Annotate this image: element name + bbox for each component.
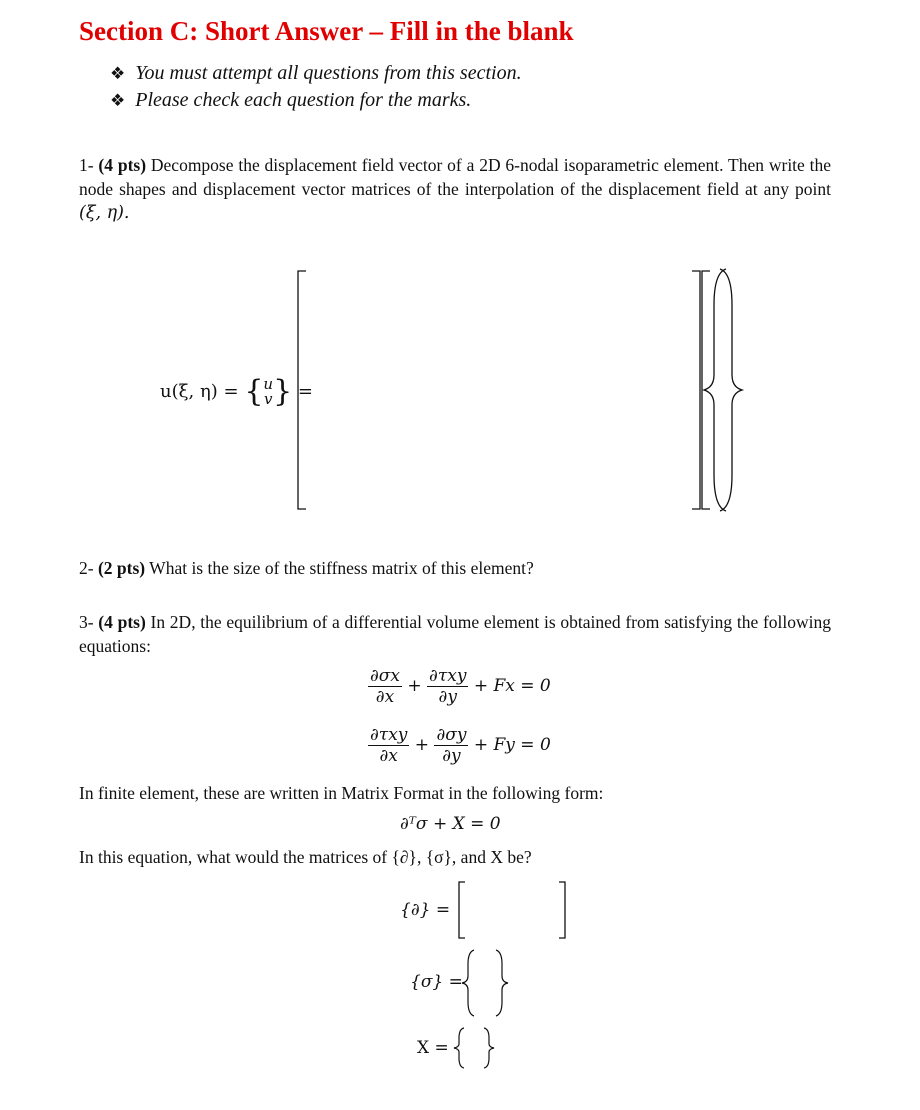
q1-eq-lhs: u(ξ, η) = bbox=[160, 381, 239, 402]
eq2-rest: + Fy = 0 bbox=[473, 735, 551, 755]
q1-eq-equals: = bbox=[297, 381, 314, 402]
instruction-text-1: You must attempt all questions from this section. bbox=[135, 62, 522, 84]
instruction-text-2: Please check each question for the marks. bbox=[135, 89, 472, 111]
instruction-bullet-2 bbox=[110, 89, 471, 112]
partial-matrix-brackets bbox=[455, 880, 575, 942]
sigma-right-brace bbox=[496, 950, 508, 1016]
x-left-brace bbox=[454, 1028, 464, 1068]
q2-text: What is the size of the stiffness matrix of this element? bbox=[149, 558, 534, 578]
eq1-den2: ∂y bbox=[438, 687, 457, 707]
sigma-vector-label: {σ} = bbox=[410, 972, 463, 992]
q1-answer-matrix bbox=[290, 265, 750, 515]
eq2-den2: ∂y bbox=[442, 746, 461, 766]
x-vector-braces bbox=[452, 1026, 502, 1070]
sigma-left-brace bbox=[462, 950, 474, 1016]
q2-number: 2- bbox=[79, 558, 94, 578]
eq2-num1: ∂τxy bbox=[370, 725, 408, 745]
q1-point: (ξ, η). bbox=[79, 203, 130, 223]
question-1 bbox=[79, 154, 831, 226]
section-title: Section C: Short Answer – Fill in the blank bbox=[79, 16, 574, 46]
diamond-bullet-icon: ❖ bbox=[110, 91, 126, 110]
question-2 bbox=[79, 557, 831, 581]
eq1-num2: ∂τxy bbox=[429, 666, 467, 686]
eq2-den1: ∂x bbox=[379, 746, 398, 766]
question-3 bbox=[79, 611, 831, 658]
q1-v-component: v bbox=[264, 390, 273, 408]
matrix-right-bracket bbox=[692, 271, 700, 509]
eq1-den1: ∂x bbox=[375, 687, 395, 707]
partial-matrix-label: {∂} = bbox=[400, 900, 451, 920]
q3-points: (4 pts) bbox=[98, 612, 146, 632]
vector-left-brace bbox=[704, 269, 726, 511]
matrices-question: In this equation, what would the matrices of {∂}, {σ}, and X be? bbox=[79, 847, 532, 867]
q3-text: In 2D, the equilibrium of a differential volume element is obtained from satisfying the following equations: bbox=[79, 612, 832, 656]
left-brace-icon: { bbox=[244, 374, 264, 409]
q1-text: Decompose the displacement field vector of a 2D 6-nodal isoparametric element. Then write the node shapes and displacement vector matrices of the interpolation of the displacement field at any point bbox=[79, 155, 832, 199]
instruction-bullet-1 bbox=[110, 62, 522, 85]
equilibrium-equation-2 bbox=[368, 725, 551, 766]
right-brace-icon: } bbox=[273, 374, 293, 409]
diamond-bullet-icon: ❖ bbox=[110, 64, 126, 83]
vector-right-brace bbox=[720, 269, 742, 511]
sigma-vector-braces bbox=[460, 948, 520, 1018]
eq2-num2: ∂σy bbox=[436, 725, 467, 745]
q1-number: 1- bbox=[79, 155, 94, 175]
q3-number: 3- bbox=[79, 612, 94, 632]
eq1-num1: ∂σx bbox=[370, 666, 400, 686]
partial-left-bracket bbox=[459, 882, 465, 938]
x-right-brace bbox=[484, 1028, 494, 1068]
matrix-format-intro: In finite element, these are written in Matrix Format in the following form: bbox=[79, 783, 604, 803]
equilibrium-equation-1 bbox=[368, 666, 551, 707]
q1-points: (4 pts) bbox=[98, 155, 147, 175]
eq2-plus: + bbox=[414, 735, 430, 755]
partial-right-bracket bbox=[559, 882, 565, 938]
eq1-plus: + bbox=[407, 676, 422, 696]
matrix-equation: ∂ᵀσ + X = 0 bbox=[400, 814, 501, 834]
eq1-rest: + Fx = 0 bbox=[473, 676, 551, 696]
q1-u-component: u bbox=[263, 375, 274, 393]
x-vector-label: X = bbox=[417, 1038, 449, 1058]
q2-points: (2 pts) bbox=[97, 558, 146, 578]
matrix-left-bracket bbox=[298, 271, 306, 509]
